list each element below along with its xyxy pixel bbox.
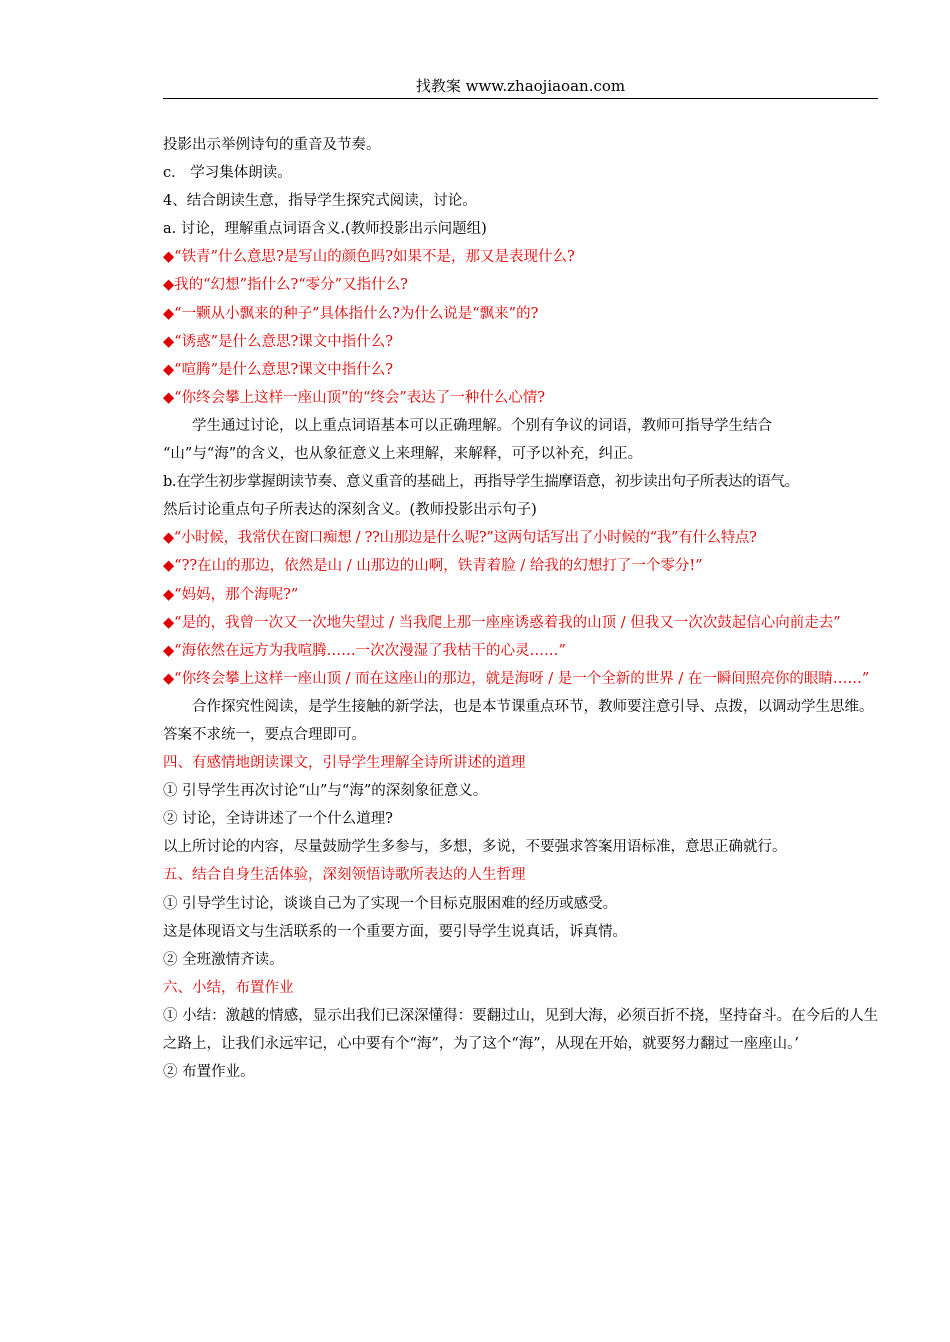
- paragraph: 4、结合朗读生意，指导学生探究式阅读，讨论。: [163, 193, 477, 210]
- section-heading: 五、结合自身生活体验，深刻领悟诗歌所表达的人生哲理: [163, 867, 526, 884]
- header-rule: [163, 98, 878, 99]
- question-item: ◆“你终会攀上这样一座山顶”的“终会”表达了一种什么心情?: [163, 389, 546, 406]
- sentence-item: ◆“??在山的那边，依然是山 / 山那边的山啊，铁青着脸 / 给我的幻想打了一个零分!”: [163, 558, 703, 575]
- sentence-item: ◆“妈妈，那个海呢?”: [163, 586, 299, 603]
- question-item: ◆“喧腾”是什么意思?课文中指什么?: [163, 361, 394, 378]
- paragraph: 投影出示举例诗句的重音及节奏。: [163, 137, 381, 153]
- page-header: 找教案 www.zhaojiaoan.com: [415, 77, 626, 95]
- paragraph: a. 讨论，理解重点词语含义.(教师投影出示问题组): [163, 221, 487, 238]
- paragraph: b.在学生初步掌握朗读节奏、意义重音的基础上，再指导学生揣摩语意，初步读出句子所表达的语气。: [163, 474, 799, 491]
- question-item: ◆“一颗从小飘来的种子”具体指什么?为什么说是“飘来”的?: [163, 305, 539, 322]
- paragraph: ① 引导学生讨论，谈谈自己为了实现一个目标克服困难的经历或感受。: [163, 895, 618, 912]
- paragraph: 然后讨论重点句子所表达的深刻含义。(教师投影出示句子): [163, 502, 537, 519]
- sentence-item: ◆“你终会攀上这样一座山顶 / 而在这座山的那边，就是海呀 / 是一个全新的世界 / 在一瞬间照亮你的眼睛……”: [163, 670, 870, 687]
- sentence-item: ◆“海依然在远方为我喧腾……一次次漫湿了我枯干的心灵……”: [163, 642, 566, 659]
- paragraph: 以上所讨论的内容，尽量鼓励学生多参与，多想，多说，不要强求答案用语标准，意思正确就行。: [163, 839, 787, 856]
- paragraph: ① 引导学生再次讨论“山”与“海”的深刻象征意义。: [163, 783, 488, 800]
- section-heading: 六、小结，布置作业: [163, 979, 294, 996]
- paragraph: 合作探究性阅读，是学生接触的新学法，也是本节课重点环节，教师要注意引导、点拨，以调动学生思维。答案不求统一，要点合理即可。: [163, 698, 874, 743]
- paragraph: “山”与“海”的含义，也从象征意义上来理解，来解释，可予以补充，纠正。: [163, 446, 643, 463]
- question-item: ◆我的“幻想”指什么?“零分”又指什么?: [163, 277, 408, 294]
- paragraph: ② 全班激情齐读。: [163, 951, 284, 968]
- sentence-item: ◆“是的，我曾一次又一次地失望过 / 当我爬上那一座座诱惑着我的山顶 / 但我又一次次鼓起信心向前走去”: [163, 614, 841, 631]
- section-heading: 四、有感情地朗读课文，引导学生理解全诗所讲述的道理: [163, 755, 526, 772]
- document-body: [163, 131, 881, 1086]
- question-item: ◆“铁青”什么意思?是写山的颜色吗?如果不是，那又是表现什么?: [163, 249, 575, 266]
- paragraph: 这是体现语文与生活联系的一个重要方面，要引导学生说真话，诉真情。: [163, 923, 627, 940]
- paragraph: ① 小结：激越的情感，显示出我们已深深懂得：要翻过山，见到大海，必须百折不挠，坚持奋斗。在今后的人生之路上，让我们永远牢记，心中要有个“海”，为了这个“海”，从现在开始，就要努力翻过一座座山。’: [163, 1007, 879, 1052]
- question-item: ◆“诱惑”是什么意思?课文中指什么?: [163, 333, 394, 350]
- paragraph: c． 学习集体朗读。: [163, 165, 292, 182]
- sentence-item: ◆“小时候，我常伏在窗口痴想 / ??山那边是什么呢?”这两句话写出了小时候的“我”有什么特点?: [163, 530, 757, 547]
- paragraph: 学生通过讨论，以上重点词语基本可以正确理解。个别有争议的词语，教师可指导学生结合: [192, 417, 772, 434]
- paragraph: ② 布置作业。: [163, 1064, 255, 1081]
- paragraph: ② 讨论，全诗讲述了一个什么道理?: [163, 811, 393, 828]
